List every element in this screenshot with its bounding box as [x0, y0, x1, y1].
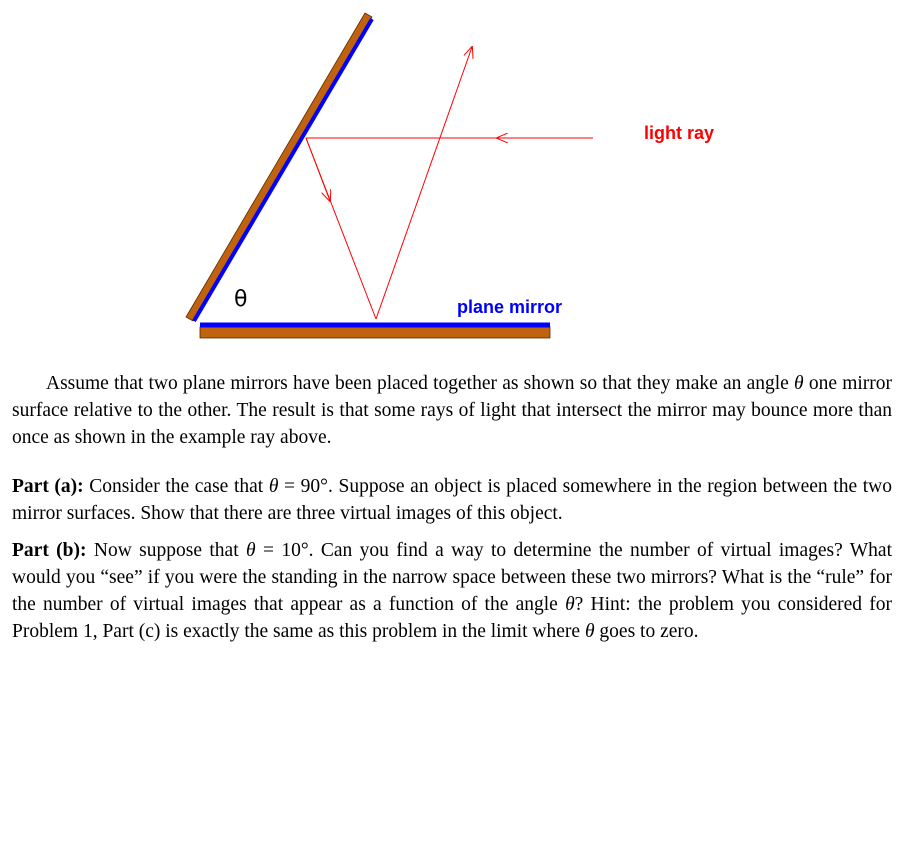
part-a-paragraph [12, 473, 892, 527]
part-b-theta-1: θ [246, 540, 256, 561]
mirror-diagram [0, 0, 910, 350]
plane-mirror-label: plane mirror [457, 297, 563, 317]
part-b-theta-3: θ [584, 621, 595, 642]
part-b-theta-2: θ [565, 594, 575, 615]
intro-paragraph [12, 370, 892, 451]
intro-text-1: Assume that two plane mirrors have been placed together as shown so that they make an angle [46, 373, 789, 394]
part-a-label: Part (a): [12, 476, 84, 497]
slanted-mirror-back [186, 13, 372, 321]
part-b-paragraph [12, 537, 892, 645]
part-a-equation: = 90°. [278, 476, 339, 497]
slanted-mirror-surface [194, 19, 372, 321]
problem-text [12, 370, 892, 645]
part-b-text-1: Now suppose that [86, 540, 246, 561]
part-b-text-3: ? Hint: the problem you considered for Problem 1, Part (c) is exactly the same as this problem in the limit where [12, 594, 892, 642]
part-b-label: Part (b): [12, 540, 87, 561]
part-a-text-1: Consider the case that [83, 476, 269, 497]
part-a-text-2: Suppose an object is placed somewhere in the region between the two mirror surfaces. Show that there are three virtual images of this object. [12, 476, 893, 524]
intro-theta: θ [794, 373, 804, 394]
part-b-text-4: goes to zero. [594, 621, 699, 642]
part-a-theta: θ [268, 476, 279, 497]
intro-text-2: one mirror surface relative to the other. The result is that some rays of light that intersect the mirror may bounce more than once as shown in the example ray above. [12, 373, 893, 448]
second-reflected-ray [376, 47, 472, 319]
light-ray-label: light ray [644, 123, 715, 143]
first-reflected-ray-arrow [306, 138, 330, 201]
part-b-text-2: Can you find a way to determine the number of virtual images? What would you “see” if you were the standing in the narrow space between these two mirrors? What is the “rule” for the number of virtual images that appear as a function of the angle [12, 540, 892, 615]
horizontal-mirror-back [200, 327, 550, 338]
theta-label: θ [234, 287, 248, 312]
part-b-equation: = 10°. [255, 540, 321, 561]
